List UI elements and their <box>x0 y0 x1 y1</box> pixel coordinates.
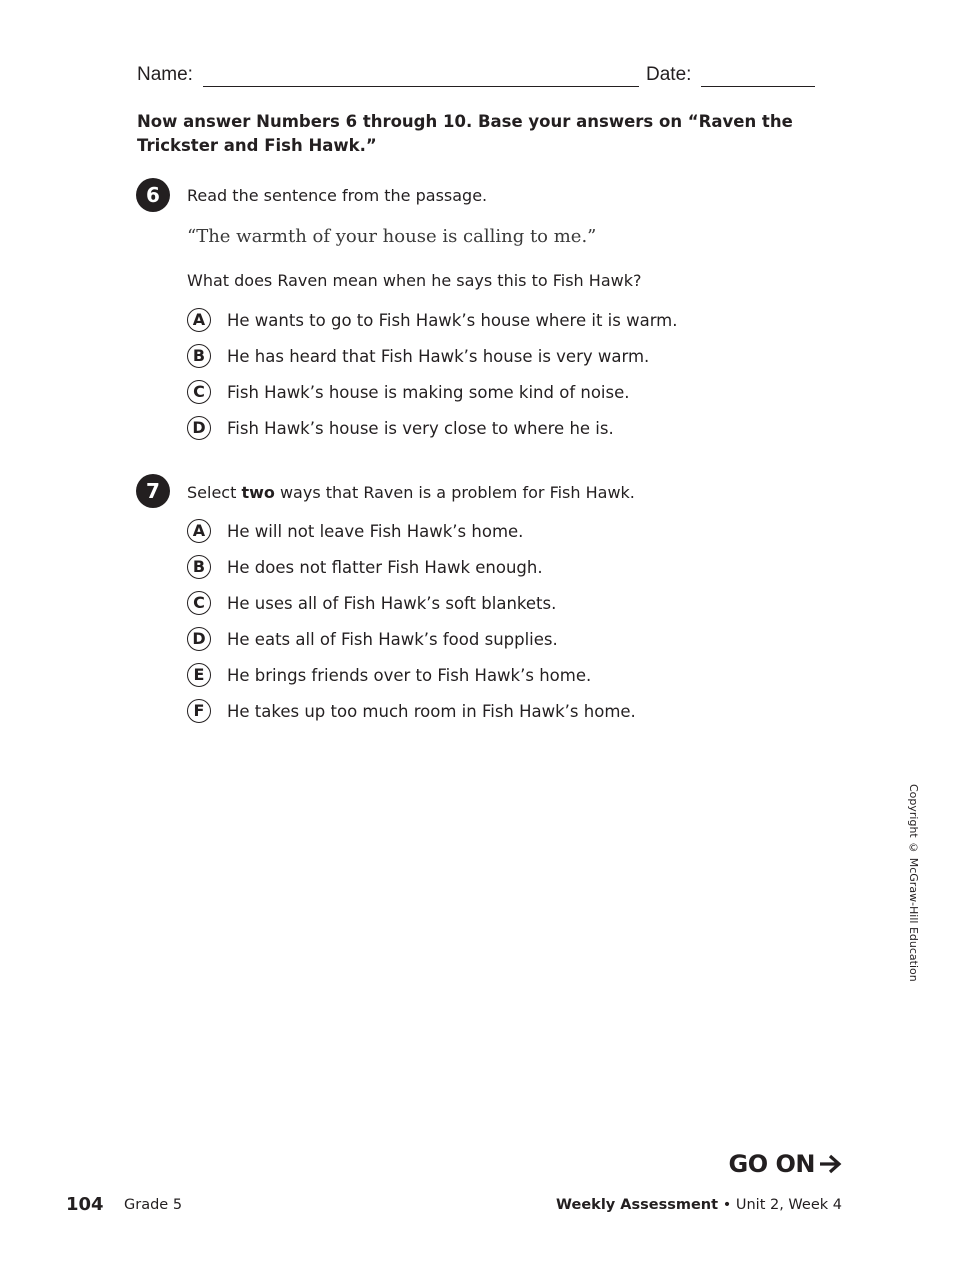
option-bubble[interactable]: C <box>187 380 211 404</box>
option-text: Fish Hawk’s house is very close to where he is. <box>227 418 614 438</box>
q7-option-c[interactable] <box>187 589 556 617</box>
q6-option-c[interactable] <box>187 378 630 406</box>
option-bubble[interactable]: D <box>187 627 211 651</box>
prompt-emphasis: two <box>241 483 275 502</box>
option-bubble[interactable]: A <box>187 308 211 332</box>
option-bubble[interactable]: B <box>187 555 211 579</box>
page-number: 104 <box>66 1194 104 1215</box>
q7-option-f[interactable] <box>187 697 636 725</box>
question-7-number: 7 <box>136 474 170 508</box>
option-text: He uses all of Fish Hawk’s soft blankets. <box>227 593 557 613</box>
q6-option-b[interactable] <box>187 342 649 370</box>
option-text: He brings friends over to Fish Hawk’s home. <box>227 665 592 685</box>
go-on-indicator <box>729 1150 843 1178</box>
q7-option-b[interactable] <box>187 553 543 581</box>
option-bubble[interactable]: D <box>187 416 211 440</box>
grade-label: Grade 5 <box>124 1197 183 1213</box>
q7-option-d[interactable] <box>187 625 558 653</box>
question-6-text: What does Raven mean when he says this to Fish Hawk? <box>187 271 642 290</box>
assessment-title: Weekly Assessment <box>556 1197 719 1213</box>
prompt-start: Select <box>187 483 242 502</box>
option-text: He eats all of Fish Hawk’s food supplies. <box>227 629 558 649</box>
option-text: He has heard that Fish Hawk’s house is very warm. <box>227 346 650 366</box>
name-line[interactable] <box>203 86 639 87</box>
unit-week: Unit 2, Week 4 <box>735 1197 842 1213</box>
q7-option-e[interactable] <box>187 661 591 689</box>
option-text: Fish Hawk’s house is making some kind of noise. <box>227 382 630 402</box>
option-bubble[interactable]: A <box>187 519 211 543</box>
q6-option-a[interactable] <box>187 306 678 334</box>
name-label: Name: <box>137 64 193 85</box>
question-6-quote: “The warmth of your house is calling to me.” <box>187 226 597 247</box>
q6-option-d[interactable] <box>187 414 614 442</box>
option-text: He does not flatter Fish Hawk enough. <box>227 557 543 577</box>
option-bubble[interactable]: E <box>187 663 211 687</box>
date-line[interactable] <box>701 86 815 87</box>
go-on-label: GO ON <box>728 1150 815 1178</box>
option-bubble[interactable]: F <box>187 699 211 723</box>
option-text: He takes up too much room in Fish Hawk’s home. <box>227 701 636 721</box>
question-6-prompt: Read the sentence from the passage. <box>187 186 488 205</box>
option-text: He will not leave Fish Hawk’s home. <box>227 521 524 541</box>
option-bubble[interactable]: B <box>187 344 211 368</box>
date-label: Date: <box>646 64 692 85</box>
footer-separator: • <box>722 1197 732 1213</box>
instructions: Now answer Numbers 6 through 10. Base your answers on “Raven the Trickster and Fish Hawk.” <box>137 112 793 155</box>
option-bubble[interactable]: C <box>187 591 211 615</box>
q7-option-a[interactable] <box>187 517 523 545</box>
copyright-notice: Copyright © McGraw-Hill Education <box>907 784 920 982</box>
option-text: He wants to go to Fish Hawk’s house where it is warm. <box>227 310 678 330</box>
prompt-end: ways that Raven is a problem for Fish Hawk. <box>274 483 635 502</box>
question-6-number: 6 <box>136 178 170 212</box>
question-7-prompt <box>187 483 635 502</box>
assessment-info <box>556 1197 842 1213</box>
arrow-right-icon <box>819 1154 843 1174</box>
